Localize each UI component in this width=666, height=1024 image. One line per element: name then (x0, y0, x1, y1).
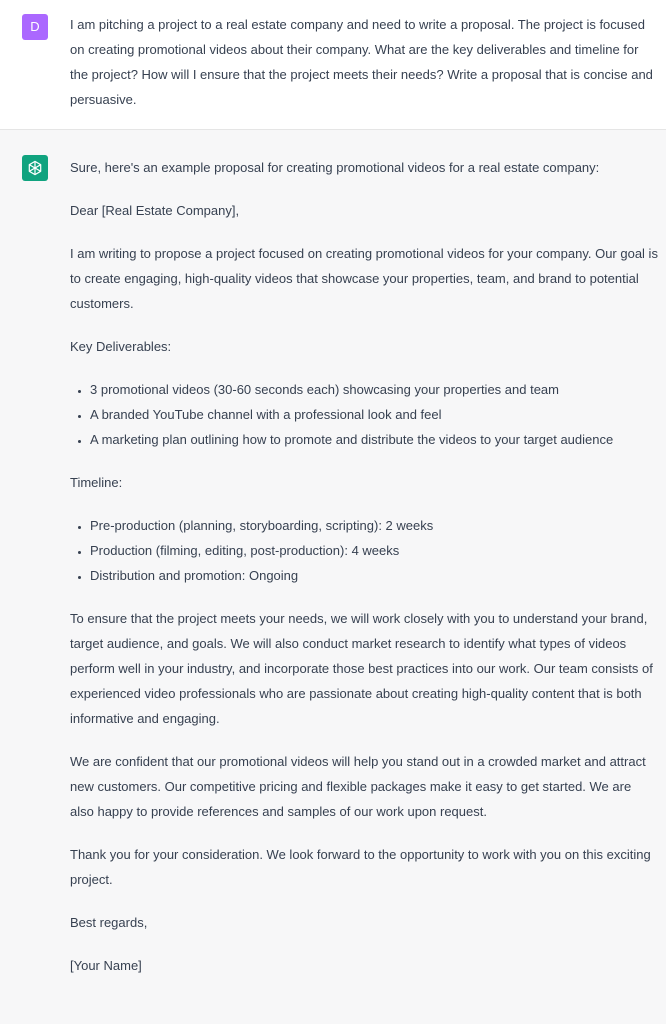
timeline-heading: Timeline: (70, 475, 123, 490)
paragraph-needs: To ensure that the project meets your needs, we will work closely with you to understand your brand, target audience, and goals. We will also conduct market research to identify what types of videos perform well in your industry, and incorporate those best practices into our work. Our team consists of experienced video professionals who are passionate about creating high-quality content that is both informative and engaging. (70, 611, 653, 726)
list-item: • Distribution and promotion: Ongoing (90, 563, 658, 588)
user-avatar: D (22, 14, 48, 40)
intro-text: Sure, here's an example proposal for creating promotional videos for a real estate company: (70, 160, 600, 175)
deliverables-heading: Key Deliverables: (70, 339, 172, 354)
list-item: • 3 promotional videos (30-60 seconds each) showcasing your properties and team (90, 377, 658, 402)
user-message-text: I am pitching a project to a real estate company and need to write a proposal. The project is focused on creating promotional videos about their company. What are the key deliverables and timeline for the project? How will I ensure that the project meets their needs? Write a proposal that is concise and persuasive. (70, 17, 653, 107)
paragraph-thanks: Thank you for your consideration. We look forward to the opportunity to work with you on this exciting project. (70, 847, 651, 887)
paragraph-proposal: I am writing to propose a project focused on creating promotional videos for your company. Our goal is to create engaging, high-quality videos that showcase your properties, team, and brand to potential customers. (70, 246, 658, 311)
openai-logo-icon (26, 159, 44, 177)
paragraph-confidence: We are confident that our promotional videos will help you stand out in a crowded market and attract new customers. Our competitive pricing and flexible packages make it easy to get started. We are also happy to provide references and samples of our work upon request. (70, 754, 646, 819)
list-item: • Pre-production (planning, storyboarding, scripting): 2 weeks (90, 513, 658, 538)
salutation: Dear [Real Estate Company], (70, 203, 240, 218)
signature: [Your Name] (70, 958, 142, 973)
deliverables-list (70, 377, 658, 452)
assistant-message (0, 131, 666, 1024)
timeline-list (70, 513, 658, 588)
list-item: • A marketing plan outlining how to promote and distribute the videos to your target audience (90, 427, 658, 452)
assistant-message-body (70, 155, 658, 996)
assistant-avatar (22, 155, 48, 181)
user-message (0, 0, 666, 130)
list-item: • Production (filming, editing, post-production): 4 weeks (90, 538, 658, 563)
closing: Best regards, (70, 915, 148, 930)
list-item: • A branded YouTube channel with a professional look and feel (90, 402, 658, 427)
